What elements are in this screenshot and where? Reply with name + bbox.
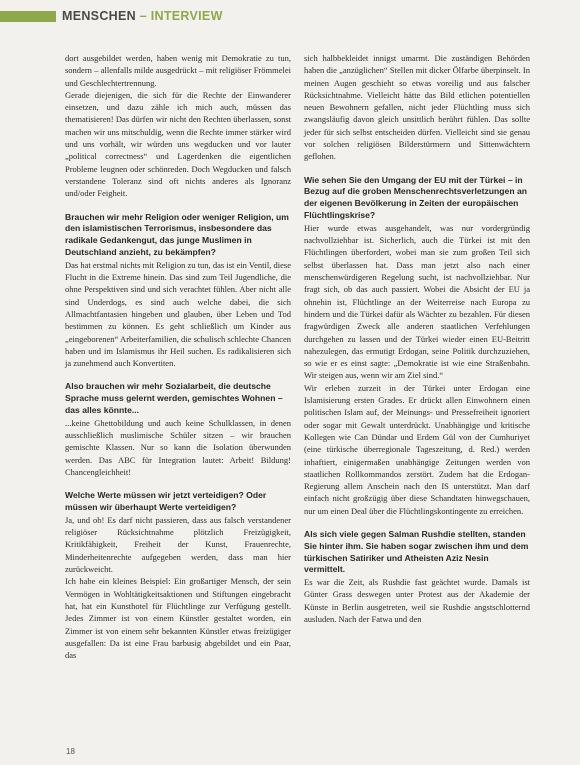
answer-paragraph: sich halbbekleidet innigst umarmt. Die zuständigen Behörden haben die „anzüglichen“ Stellen mit dicker Ölfarbe überpinselt. In meinen Augen geschieht so etwas voreilig und aus falscher Rücksichtnahme. Vielleicht hätte das Bild etlichen potentiellen neuen Bewohnern gefallen, nicht jeder Flüchtling muss sich zwangsläufig davon gleich unsittlich berührt fühlen. Das sollte jeder für sich selbst entscheiden dürfen. Vielleicht sind sie genau vor solchen religiösen Bilderstürmern und Sittenwächtern geflohen. [304, 53, 530, 162]
interview-question: Als sich viele gegen Salman Rushdie stellten, standen Sie hinter ihm. Sie haben sogar zwischen ihm und dem türkischen Satiriker und Atheisten Aziz Nesin vermittelt. [304, 528, 529, 575]
answer-paragraph: Wir erleben zurzeit in der Türkei unter Erdogan eine Islamisierung ersten Grades. Er drückt allen Einwohnern einen politischen Islam auf, der Meinungs- und Pressefreiheit ignoriert oder sogar mit Gewalt unterdrückt. Unabhängige und kritische Kollegen wie Can Dündar und Erdem Gül von der Cumhuriyet (eine türkische überregionale Tageszeitung, d. Red.) werden inhaftiert, einigermaßen unabhängige Zeitungen werden von staatlichen Rollkommandos zerstört. Zudem hat die Erdogan-Regierung allem Anschein nach den IS unterstützt. Man darf einfach nicht großzügig über diese Schandtaten hinwegschauen, nur um einen Deal über die Flüchtlingskontingente zu erreichen. [304, 382, 530, 516]
answer-paragraph: Gerade diejenigen, die sich für die Rechte der Einwanderer einsetzen, und dazu zähle ich mich auch, müssen das thematisieren! Das dürfen wir nicht den Rechten überlassen, sonst machen wir uns mitschuldig, wenn die Rechte immer stärker wird und uns vorhält, wir würden uns wegducken und vor lauter „political correctness“ und Lagerdenken die eigentlichen Probleme leugnen oder schönreden. Doch Wegducken und falsch verstandene Toleranz sind oft nichts anderes als Ignoranz und/oder Feigheit. [65, 89, 291, 199]
right-text-column [304, 52, 530, 625]
header-separator: – [135, 9, 151, 23]
subsection-title: INTERVIEW [150, 9, 223, 23]
page-number: 18 [66, 747, 75, 756]
answer-paragraph: Es war die Zeit, als Rushdie fast geächtet wurde. Damals ist Günter Grass deswegen unter Protest aus der Akademie der Künste in Berlin ausgetreten, weil sie Rushdie angstschlotternd ausluden. Nach der Fatwa und den [304, 577, 530, 625]
left-text-column [65, 52, 291, 661]
interview-question: Also brauchen wir mehr Sozialarbeit, die deutsche Sprache muss gelernt werden, gemischtes Wohnen – das alles könnte... [65, 381, 283, 416]
answer-paragraph: Hier wurde etwas ausgehandelt, was nur vordergründig nachvollziehbar ist. Sicherlich, auch die Türkei ist mit den Flüchtlingen überfordert, wobei man sie zum großen Teil sich selbst überlassen hat. Dass man jetzt also nach einer menschenwürdigeren Regelung sucht, ist nachvollziehbar. Nur fragt sich, ob das auch passiert. Wobei die Absicht der EU ja ohnehin ist, Flüchtlinge an der Weiterreise nach Europa zu hindern und die Türkei dafür als Wächter zu bezahlen. Für diesen fragwürdigen Zweck alle anderen staatlichen Verfehlungen durchgehen zu lassen und der Türkei wieder einen EU-Beitritt nahezulegen, das ermutigt Erdogan, seine Politik durchzuziehen, so wie er es einst sagte: „Demokratie ist wie eine Straßenbahn. Wir steigen aus, wenn wir am Ziel sind.“ [304, 222, 530, 381]
answer-paragraph: Das hat erstmal nichts mit Religion zu tun, das ist ein Ventil, diese Flucht in die Extreme hinein. Das sind zum Teil Jugendliche, die ohne Perspektiven sind und sich verachtet fühlen. Aber nicht alle sind Underdogs, es sind auch welche dabei, die sich Allmachtfantasien hingeben und glauben, über Leben und Tod bestimmen zu können. Es geht schließlich um Kinder aus „eingeborenen“ Arbeiterfamilien, die schulisch schlechte Chancen haben und im Islamismus ihr Heil suchen. Es radikalisieren sich ja zunehmend auch Konvertiten. [65, 259, 291, 369]
interview-question: Wie sehen Sie den Umgang der EU mit der Türkei – in Bezug auf die groben Menschenrechtsverletzungen an der eigenen Bevölkerung in Zeiten der europäischen Flüchtlingskrise? [304, 174, 528, 221]
answer-paragraph: ...keine Ghettobildung und auch keine Schulklassen, in denen ausschließlich muslimische Schüler sitzen – wir brauchen gemischte Klassen. Nur so kann die Isolation überwunden werden. Das ABC für Integration lautet: Arbeit! Bildung! Chancengleichheit! [65, 417, 291, 477]
answer-paragraph: Ja, und ob! Es darf nicht passieren, dass aus falsch verstandener religiöser Rücksichtnahme plötzlich Freizügigkeit, Kritikfähigkeit, Freiheit der Kunst, Frauenrechte, Minderheitenrechte aufgegeben werden, dass man hier zurückweicht. [65, 514, 291, 575]
interview-question: Brauchen wir mehr Religion oder weniger Religion, um den islamistischen Terrorismus, insbesondere das radikale Gedankengut, das junge Muslimen in Deutschland anzieht, zu bekämpfen? [65, 211, 289, 257]
header-accent-bar [0, 11, 56, 22]
section-title: MENSCHEN [62, 9, 136, 23]
interview-question: Welche Werte müssen wir jetzt verteidigen? Oder müssen wir überhaupt Werte verteidigen? [65, 490, 267, 513]
section-header [62, 7, 223, 25]
answer-paragraph: dort ausgebildet werden, haben wenig mit Demokratie zu tun, sondern – allenfalls milde ausgedrückt – mit religiöser Frömmelei und Geschlechtertrennung. [65, 53, 291, 88]
answer-paragraph: Ich habe ein kleines Beispiel: Ein großartiger Mensch, der sein Vermögen in Wohltätigkeitsaktionen und Stiftungen eingebracht hat, hat ein Kunsthotel für Flüchtlinge zur Verfügung gestellt. Jedes Zimmer ist von einem Künstler gestaltet worden, ein Zimmer ist von einem sehr bekannten Künstler etwas freizügiger ausgefallen: Da ist eine Frau barbusig abgebildet und ein Paar, das [65, 576, 291, 661]
